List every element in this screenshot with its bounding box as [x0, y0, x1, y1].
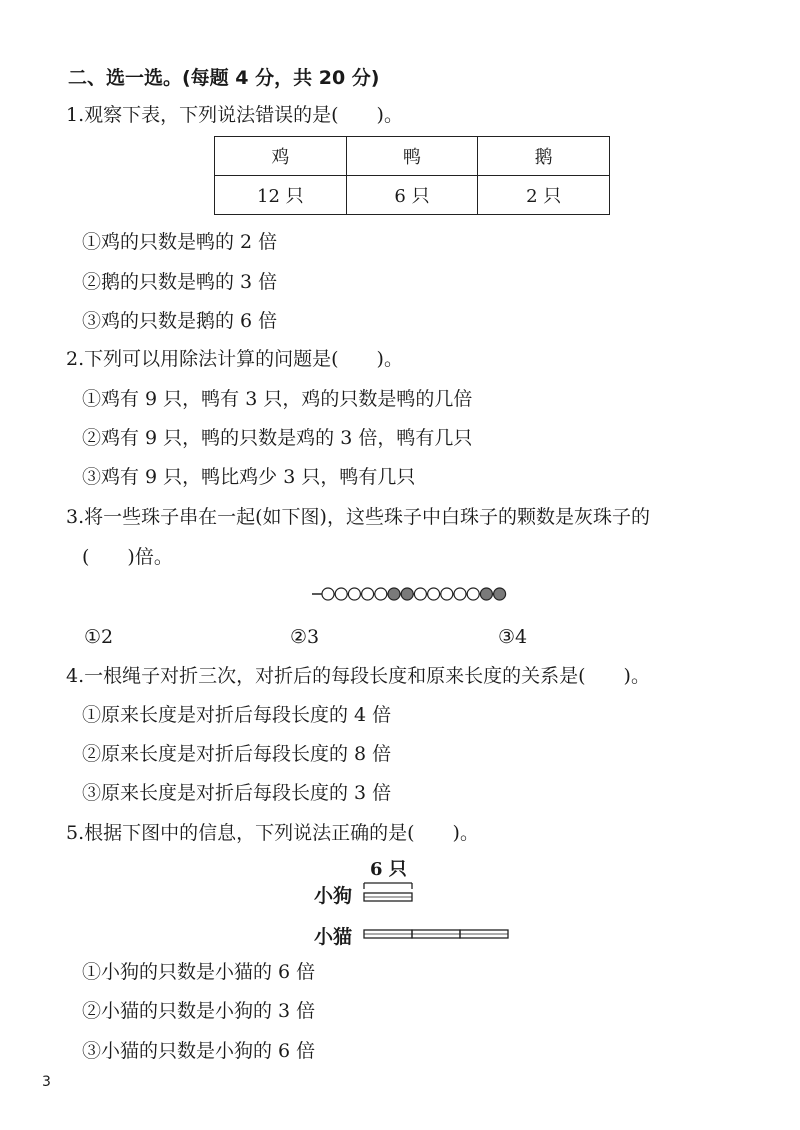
- white-bead: [322, 588, 334, 600]
- q5-option-1: ①小狗的只数是小猫的 6 倍: [82, 961, 316, 983]
- bead-string-diagram: [310, 578, 510, 610]
- q2-option-2: ②鸡有 9 只，鸭的只数是鸡的 3 倍，鸭有几只: [82, 427, 473, 449]
- q5-option-2: ②小猫的只数是小狗的 3 倍: [82, 1000, 316, 1022]
- page-number: 3: [42, 1074, 51, 1090]
- table-row: [215, 176, 610, 215]
- dog-value-label: 6 只: [370, 859, 407, 880]
- q4-option-1: ①原来长度是对折后每段长度的 4 倍: [82, 704, 392, 726]
- q5-stem: 5.根据下图中的信息，下列说法正确的是( )。: [66, 822, 479, 844]
- q4-stem: 4.一根绳子对折三次，对折后的每段长度和原来长度的关系是( )。: [66, 665, 650, 687]
- table-cell: 12 只: [215, 176, 347, 215]
- white-bead: [414, 588, 426, 600]
- gray-bead: [401, 588, 413, 600]
- white-bead: [454, 588, 466, 600]
- q1-option-2: ②鹅的只数是鸭的 3 倍: [82, 271, 278, 293]
- table-header-cell: 鹅: [478, 137, 610, 176]
- dog-label: 小狗: [314, 885, 353, 907]
- section-title: 二、选一选。(每题 4 分，共 20 分): [68, 67, 380, 89]
- q2-option-3: ③鸡有 9 只，鸭比鸡少 3 只，鸭有几只: [82, 466, 416, 488]
- q4-option-2: ②原来长度是对折后每段长度的 8 倍: [82, 743, 392, 765]
- q1-stem: 1.观察下表，下列说法错误的是( )。: [66, 104, 403, 126]
- q4-option-3: ③原来长度是对折后每段长度的 3 倍: [82, 782, 392, 804]
- q5-option-3: ③小猫的只数是小狗的 6 倍: [82, 1040, 316, 1062]
- gray-bead: [480, 588, 492, 600]
- q2-stem: 2.下列可以用除法计算的问题是( )。: [66, 348, 403, 370]
- table-header-cell: 鸡: [215, 137, 347, 176]
- q1-option-1: ①鸡的只数是鸭的 2 倍: [82, 231, 278, 253]
- gray-bead: [494, 588, 506, 600]
- q3-stem-cont: ( )倍。: [82, 546, 173, 568]
- white-bead: [375, 588, 387, 600]
- q1-table: [214, 136, 610, 215]
- table-header-row: [215, 137, 610, 176]
- white-bead: [335, 588, 347, 600]
- table-header-cell: 鸭: [346, 137, 478, 176]
- table-cell: 2 只: [478, 176, 610, 215]
- white-bead: [428, 588, 440, 600]
- q3-stem: 3.将一些珠子串在一起(如下图)，这些珠子中白珠子的颗数是灰珠子的: [66, 506, 650, 528]
- q2-option-1: ①鸡有 9 只，鸭有 3 只，鸡的只数是鸭的几倍: [82, 388, 473, 410]
- q3-option-1: ①2: [84, 626, 114, 648]
- cat-bar: [364, 930, 508, 938]
- white-bead: [348, 588, 360, 600]
- cat-label: 小猫: [314, 926, 353, 948]
- table-cell: 6 只: [346, 176, 478, 215]
- gray-bead: [388, 588, 400, 600]
- q3-option-2: ②3: [290, 626, 320, 648]
- q3-option-3: ③4: [498, 626, 528, 648]
- q1-option-3: ③鸡的只数是鹅的 6 倍: [82, 310, 278, 332]
- bar-diagram: [362, 876, 512, 946]
- white-bead: [441, 588, 453, 600]
- white-bead: [362, 588, 374, 600]
- white-bead: [467, 588, 479, 600]
